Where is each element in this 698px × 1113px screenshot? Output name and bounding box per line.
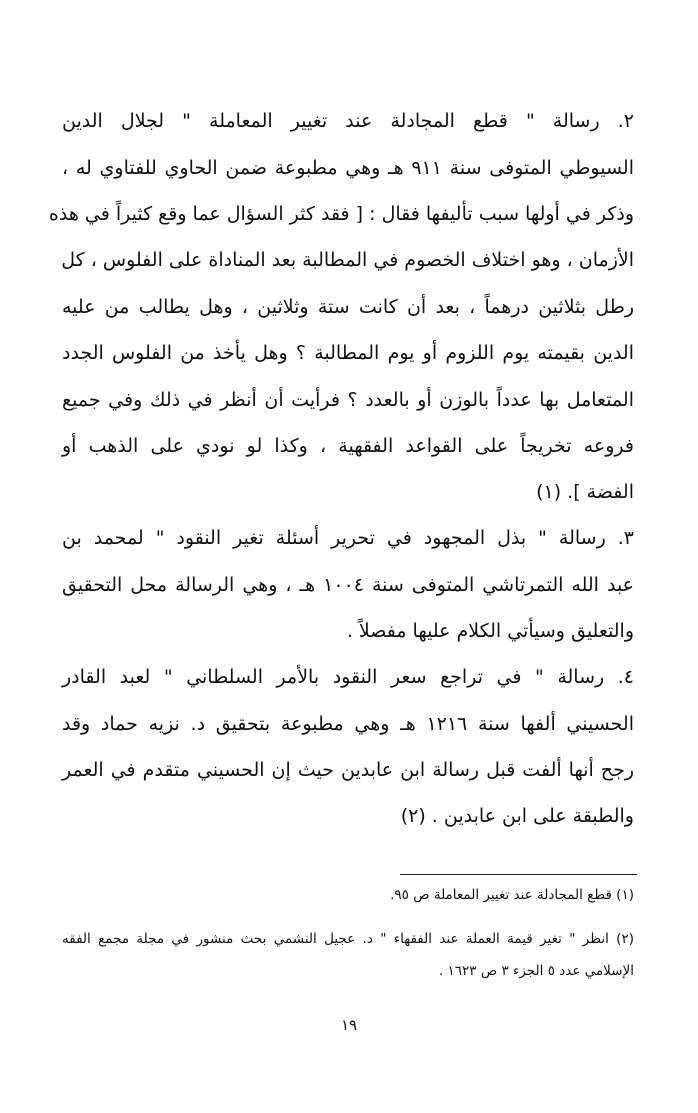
body-line-11: عبد الله التمرتاشي المتوفى سنة ١٠٠٤ هـ ، وهي الرسالة محل التحقيق [62,574,635,596]
body-line-8: فروعه تخريجاً على القواعد الفقهية ، وكذا لو نودي على الذهب أو [62,435,634,457]
body-line-2: السيوطي المتوفى سنة ٩١١ هـ وهي مطبوعة ضمن الحاوي للفتاوي له ، [62,157,634,179]
body-line-14: الحسيني ألفها سنة ١٢١٦ هـ وهي مطبوعة بتحقيق د. نزيه حماد وقد [62,713,634,735]
footnote-1: (١) قطع المجادلة عند تغيير المعاملة ص ٩٥. [390,887,634,903]
footnote-separator [400,874,637,875]
body-line-1: ٢. رسالة " قطع المجادلة عند تغيير المعاملة " لجلال الدين [62,110,634,132]
body-line-6: الدين بقيمته يوم اللزوم أو يوم المطالبة ؟ وهل يأخذ من الفلوس الجدد [62,342,634,364]
body-line-10: ٣. رسالة " بذل المجهود في تحرير أسئلة تغير النقود " لمحمد بن [62,527,634,549]
footnote-2: (٢) انظر " تغير قيمة العملة عند الفقهاء " د. عجيل النشمي بحث منشور في مجلة مجمع الفقه [62,931,634,947]
body-line-7: المتعامل بها عدداً بالوزن أو بالعدد ؟ فرأيت أن أنظر في ذلك وفي جميع [62,389,634,411]
body-line-3: وذكر في أولها سبب تأليفها فقال : [ فقد كثر السؤال عما وقع كثيراً في هذه [48,203,634,225]
body-line-5: رطل بثلاثين درهماً ، بعد أن كانت ستة وثلاثين ، وهل يطالب من عليه [62,296,634,318]
body-line-12: والتعليق وسيأتي الكلام عليها مفصلاً . [346,620,634,642]
footnote-2-continued: الإسلامي عدد ٥ الجزء ٣ ص ١٦٢٣ . [438,963,634,979]
page-number: ١٩ [340,1016,358,1034]
body-line-9: الفضة ]. (١) [536,481,634,503]
body-line-13: ٤. رسالة " في تراجع سعر النقود بالأمر السلطاني " لعبد القادر [62,666,634,688]
body-line-16: والطبقة على ابن عابدين . (٢) [400,805,634,827]
body-line-4: الأزمان ، وهو اختلاف الخصوم في المطالبة بعد المناداة على الفلوس ، كل [61,249,634,271]
body-line-15: رجح أنها ألفت قبل رسالة ابن عابدين حيث إن الحسيني متقدم في العمر [62,759,634,781]
